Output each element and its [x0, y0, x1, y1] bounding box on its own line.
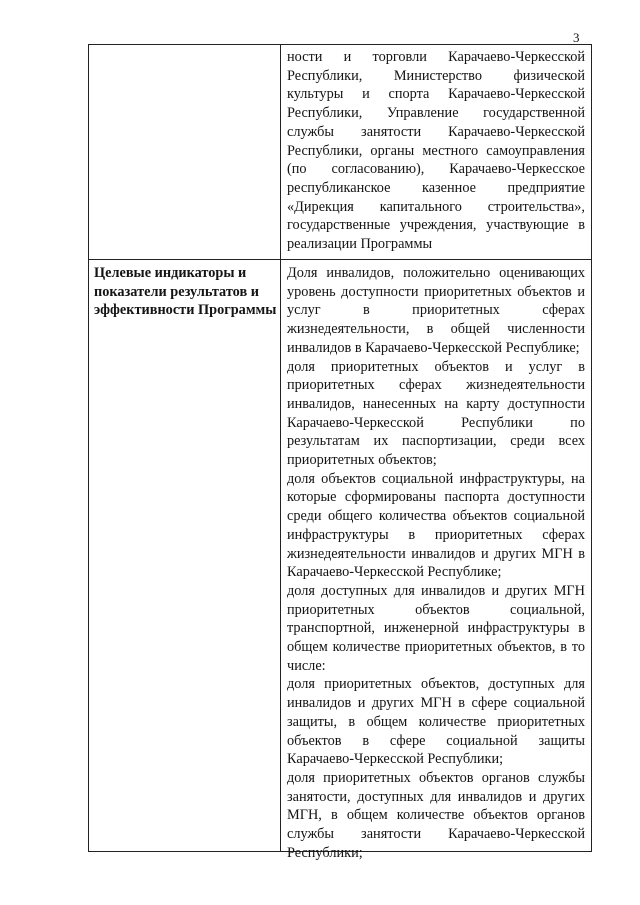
row-divider — [89, 259, 591, 260]
indicator-item: доля приоритетных объектов органов службы занятости, доступных для инвалидов и других МГН, в общем количестве объектов органов службы занятости Карачаево-Черкесской Республики; — [287, 769, 585, 861]
indicator-item: Доля инвалидов, положительно оценивающих уровень доступности приоритетных объектов и услуг в приоритетных сферах жизнедеятельности, в общей численности инвалидов в Карачаево-Черкесской Республике; — [287, 265, 585, 356]
column-divider — [280, 45, 281, 851]
indicator-item: доля приоритетных объектов, доступных для инвалидов и других МГН в сфере социальной защиты, в общем количестве приоритетных объектов в сфере социальной защиты Карачаево-Черкесской Республики; — [287, 676, 585, 768]
executors-cell-continuation: ности и торговли Карачаево-Черкесской Республики, Министерство физической культуры и спорта Карачаево-Черкесской Республики, Управление государственной службы занятости Карачаево-Черкесской Республики, органы местного самоуправления (по согласованию), Карачаево-Черкесское республиканское казенное предприятие «Дирекция капитального строительства», государственные учреждения, участвующие в реализации Программы — [287, 49, 585, 253]
indicators-list-cell — [287, 264, 585, 863]
indicator-item: доля доступных для инвалидов и других МГН приоритетных объектов социальной, транспортной, инженерной инфраструктуры в общем количестве приоритетных объектов, в то числе: — [287, 582, 585, 674]
page-number: 3 — [573, 30, 580, 45]
indicator-item: доля приоритетных объектов и услуг в приоритетных сферах жизнедеятельности инвалидов, нанесенных на карту доступности Карачаево-Черкесской Республики по результатам их паспортизации, среди всех приоритетных объектов; — [287, 358, 585, 469]
program-passport-table — [88, 44, 592, 861]
indicators-label-cell: Целевые индикаторы и показатели результатов и эффективности Программы — [94, 265, 277, 319]
indicator-item: доля объектов социальной инфраструктуры, на которые сформированы паспорта доступности среди общего количества объектов социальной инфраструктуры в приоритетных сферах жизнедеятельности инвалидов и других МГН в Карачаево-Черкесской Республике; — [287, 470, 585, 581]
